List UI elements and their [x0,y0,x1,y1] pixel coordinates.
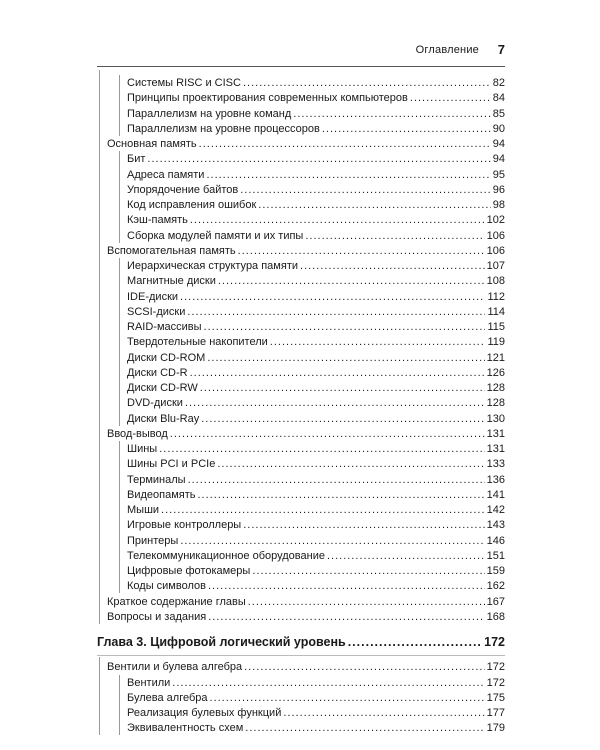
entry-title: Видеопамять [127,488,196,501]
entry-title: Диски CD-RW [127,382,198,394]
entry-title: Булева алгебра [127,691,208,704]
dot-leader [252,564,484,578]
toc-entry [97,660,505,674]
entry-title: Вентили и булева алгебра [107,661,243,674]
toc-entry [97,549,505,563]
entry-page-number: 126 [486,366,505,379]
dot-leader [198,488,485,502]
entry-page-number: 115 [487,321,505,333]
dot-leader [190,366,485,380]
entry-title: Диски CD-R [127,366,188,379]
toc-entry [97,579,505,593]
entry-page-number: 84 [492,92,505,105]
entry-page-number: 128 [486,382,505,394]
hierarchy-guide-line [119,675,120,736]
entry-page-number: 136 [486,473,505,486]
entry-page-number: 177 [486,707,505,719]
dot-leader [243,518,484,532]
toc-entry [97,244,505,258]
entry-page-number: 96 [492,183,505,196]
entry-page-number: 128 [486,397,505,410]
entry-page-number: 146 [486,534,505,547]
entry-title: Принципы проектирования современных компьютеров [127,92,408,105]
dot-leader [204,320,486,334]
toc-chapter-entry [97,635,505,653]
entry-title: Вспомогательная память [107,244,236,257]
toc-entry [97,676,505,690]
entry-page-number: 82 [492,77,505,89]
entry-page-number: 175 [486,691,505,704]
entry-title: Код исправления ошибок [127,199,257,211]
entry-page-number: 131 [486,443,505,455]
entry-title: Основная память [107,138,197,150]
chapter-separator [97,655,505,656]
toc-entry [97,152,505,166]
entry-page-number: 102 [486,214,505,227]
entry-title: Шины PCI и PCIe [127,458,216,471]
entry-page-number: 167 [486,595,505,608]
hierarchy-guide-line [119,441,120,593]
entry-title: RAID-массивы [127,321,202,333]
entry-title: Параллелизм на уровне процессоров [127,122,320,135]
entry-title: Системы RISC и CISC [127,77,241,89]
toc-entry [97,137,505,151]
toc-entry [97,442,505,456]
entry-page-number: 95 [492,168,505,181]
entry-page-number: 172 [486,676,505,689]
dot-leader [410,91,491,105]
entry-page-number: 106 [486,244,505,257]
dot-leader [243,76,491,90]
entry-title: Эквивалентность схем [127,722,244,735]
entry-page-number: 106 [486,229,505,242]
toc-entry [97,396,505,410]
entry-title: Ввод-вывод [107,427,168,440]
dot-leader [170,427,485,441]
entry-title: Магнитные диски [127,275,216,288]
entry-title: Диски Blu-Ray [127,412,200,425]
dot-leader [200,381,485,395]
page-header [97,44,505,60]
toc-entry [97,183,505,197]
entry-title: Мыши [127,504,160,516]
hierarchy-guide-line [99,70,100,624]
toc-entry [97,691,505,705]
toc-entry [97,107,505,121]
entry-page-number: 159 [486,565,505,577]
toc-entry [97,335,505,349]
dot-leader [322,122,491,136]
dot-leader [305,229,484,243]
entry-page-number: 131 [486,427,505,440]
hierarchy-guide-line [119,75,120,136]
dot-leader [208,579,485,593]
dot-leader [348,635,482,649]
entry-page-number: 142 [486,504,505,516]
entry-title: Шины [127,443,158,455]
dot-leader [300,259,485,273]
entry-title: Коды символов [127,580,206,593]
toc-entry [97,518,505,532]
entry-page-number: 162 [486,580,505,593]
dot-leader [180,290,485,304]
dot-leader [327,549,485,563]
dot-leader [238,244,485,258]
toc-entry [97,259,505,273]
toc-entry [97,290,505,304]
dot-leader [199,137,491,151]
entry-title: Цифровые фотокамеры [127,565,251,577]
dot-leader [283,706,484,720]
entry-page-number: 121 [486,351,505,364]
dot-leader [201,412,484,426]
dot-leader [240,183,491,197]
toc-entry [97,488,505,502]
hierarchy-guide-line [119,258,120,426]
entry-title: Вентили [127,676,171,689]
entry-page-number: 112 [487,290,505,303]
entry-title: Вопросы и задания [107,610,207,623]
toc-entry [97,610,505,624]
entry-page-number: 94 [492,153,505,166]
dot-leader [161,503,485,517]
hierarchy-guide-line [99,657,100,735]
dot-leader [190,213,485,227]
entry-title: SCSI-диски [127,305,186,318]
toc-entry [97,229,505,243]
dot-leader [185,396,485,410]
toc-entry [97,366,505,380]
toc-entry [97,564,505,578]
entry-title: Принтеры [127,534,179,547]
dot-leader [293,107,490,121]
dot-leader [187,305,485,319]
header-rule [97,66,505,67]
dot-leader [258,198,490,212]
dot-leader [245,721,484,735]
dot-leader [217,457,484,471]
page-number: 7 [497,42,505,57]
entry-page-number: 133 [486,458,505,471]
entry-title: Твердотельные накопители [127,336,268,349]
entry-title: Реализация булевых функций [127,707,282,719]
toc-entry [97,122,505,136]
entry-title: IDE-диски [127,290,179,303]
dot-leader [207,351,484,365]
entry-page-number: 108 [486,275,505,288]
hierarchy-guide-line [119,151,120,242]
entry-title: Телекоммуникационное оборудование [127,549,325,562]
dot-leader [188,473,485,487]
dot-leader [147,152,490,166]
toc-entry [97,706,505,720]
entry-page-number: 94 [492,138,505,150]
entry-title: Краткое содержание главы [107,595,246,608]
entry-page-number: 151 [486,549,505,562]
entry-title: Сборка модулей памяти и их типы [127,229,304,242]
entry-page-number: 141 [486,488,505,501]
dot-leader [210,691,485,705]
entry-title: Глава 3. Цифровой логический уровень [97,635,346,649]
toc-entry [97,198,505,212]
entry-title: Кэш-память [127,214,188,227]
entry-page-number: 172 [486,661,505,674]
dot-leader [180,534,484,548]
toc-entry [97,91,505,105]
entry-title: DVD-диски [127,397,183,410]
entry-title: Упорядочение байтов [127,183,239,196]
toc-entry [97,320,505,334]
entry-page-number: 98 [492,199,505,211]
entry-page-number: 107 [486,260,505,272]
dot-leader [270,335,486,349]
dot-leader [218,274,485,288]
entry-page-number: 85 [492,107,505,120]
entry-page-number: 114 [487,305,505,318]
entry-title: Диски CD-ROM [127,351,206,364]
entry-page-number: 119 [487,336,505,349]
toc-entry [97,76,505,90]
entry-title: Иерархическая структура памяти [127,260,299,272]
entry-page-number: 172 [484,635,505,649]
toc-entry [97,427,505,441]
toc-entry [97,168,505,182]
toc-entry [97,213,505,227]
running-title: Оглавление [415,44,479,56]
entry-page-number: 90 [492,122,505,135]
entry-title: Параллелизм на уровне команд [127,107,292,120]
toc-entry [97,305,505,319]
entry-title: Адреса памяти [127,168,205,181]
toc-entry [97,457,505,471]
entry-page-number: 130 [486,412,505,425]
dot-leader [244,660,485,674]
toc-entry [97,503,505,517]
dot-leader [208,610,484,624]
toc-entry [97,473,505,487]
toc-entry [97,595,505,609]
entry-page-number: 179 [486,722,505,735]
toc-entry [97,274,505,288]
dot-leader [172,676,484,690]
entry-title: Бит [127,153,146,166]
toc-entry [97,721,505,735]
dot-leader [248,595,485,609]
toc-entry [97,381,505,395]
dot-leader [206,168,490,182]
entry-page-number: 168 [486,610,505,623]
toc-entry [97,351,505,365]
entry-title: Игровые контроллеры [127,519,242,532]
entry-page-number: 143 [486,519,505,532]
toc-entry [97,534,505,548]
entry-title: Терминалы [127,473,186,486]
toc-entry [97,412,505,426]
dot-leader [159,442,484,456]
